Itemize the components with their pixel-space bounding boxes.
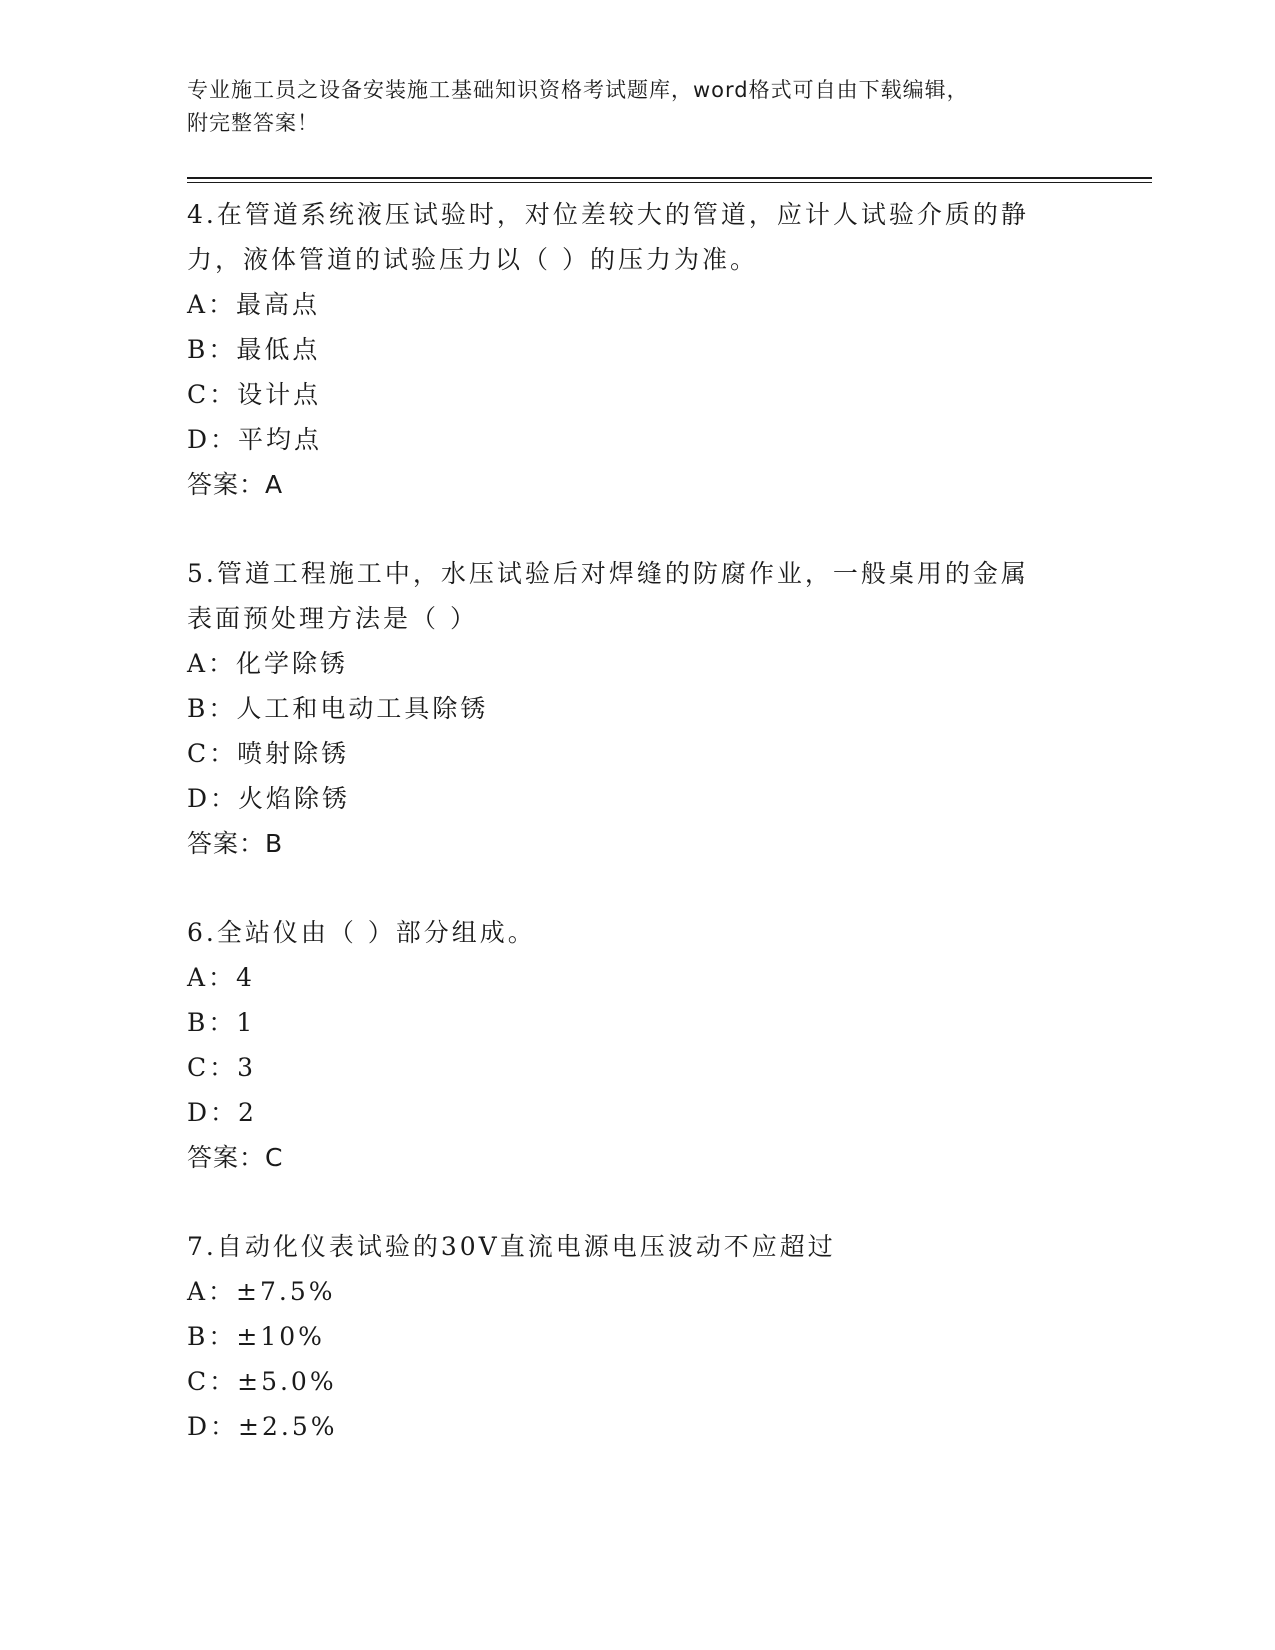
spacer	[187, 1180, 1087, 1224]
header-line-2: 附完整答案！	[187, 111, 319, 135]
option-b: B：1	[187, 1008, 256, 1037]
option-a: A：4	[187, 963, 255, 992]
header-divider-thick	[187, 177, 1152, 179]
header-divider-thin	[187, 182, 1152, 183]
option-c: C：3	[187, 1053, 257, 1082]
option-c: C：喷射除锈	[187, 739, 350, 768]
question-stem: 4.在管道系统液压试验时，对位差较大的管道，应计人试验介质的静	[187, 200, 1029, 229]
option-d: D：平均点	[187, 425, 323, 454]
question-stem: 7.自动化仪表试验的30V直流电源电压波动不应超过	[187, 1232, 836, 1261]
option-b: B：人工和电动工具除锈	[187, 694, 489, 723]
option-b: B：±10%	[187, 1322, 325, 1351]
option-d: D：±2.5%	[187, 1412, 338, 1441]
answer-line: 答案：B	[187, 829, 284, 858]
spacer	[187, 507, 1087, 551]
question-5	[187, 551, 1087, 866]
question-list	[187, 192, 1087, 1449]
spacer	[187, 866, 1087, 910]
option-c: C：±5.0%	[187, 1367, 337, 1396]
question-stem-continued: 表面预处理方法是（ ）	[187, 604, 478, 633]
option-a: A：化学除锈	[187, 649, 349, 678]
question-6	[187, 910, 1087, 1180]
question-stem: 6.全站仪由（ ）部分组成。	[187, 918, 536, 947]
question-7	[187, 1224, 1087, 1449]
question-stem-continued: 力，液体管道的试验压力以（ ）的压力为准。	[187, 245, 758, 274]
option-c: C：设计点	[187, 380, 322, 409]
question-stem: 5.管道工程施工中，水压试验后对焊缝的防腐作业，一般桌用的金属	[187, 559, 1029, 588]
option-b: B：最低点	[187, 335, 321, 364]
question-4	[187, 192, 1087, 507]
option-a: A：最高点	[187, 290, 321, 319]
answer-line: 答案：C	[187, 1143, 284, 1172]
option-a: A：±7.5%	[187, 1277, 336, 1306]
header-line-1: 专业施工员之设备安装施工基础知识资格考试题库，word格式可自由下载编辑，	[187, 78, 969, 102]
document-header	[187, 74, 1087, 140]
option-d: D：火焰除锈	[187, 784, 351, 813]
answer-line: 答案：A	[187, 470, 284, 499]
option-d: D：2	[187, 1098, 257, 1127]
